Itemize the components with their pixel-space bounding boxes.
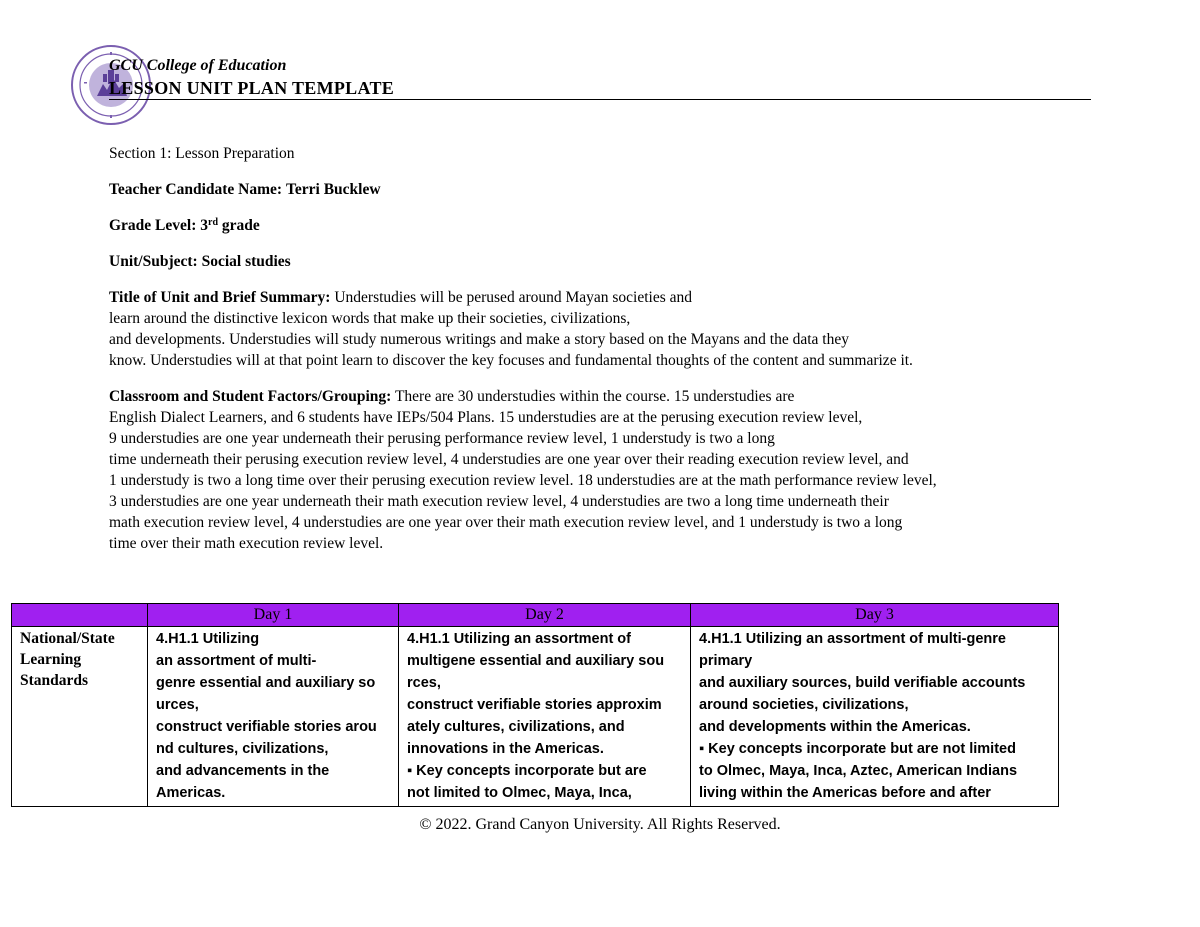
summary-label: Title of Unit and Brief Summary: — [109, 289, 331, 306]
grade-value-rest: grade — [221, 217, 260, 234]
grade-label: Grade Level: — [109, 217, 197, 234]
lesson-days-table — [11, 603, 1059, 807]
table-header-row — [12, 604, 1059, 627]
header-divider — [109, 99, 1091, 100]
day-2-standards-cell: 4.H1.1 Utilizing an assortment of multigene essential and auxiliary sou rces, construct verifiable stories approxim ately cultures, civilizations, and innovations in the Americas. ▪ Key concepts incorporate but are not limited to Olmec, Maya, Inca, — [399, 627, 691, 807]
teacher-label: Teacher Candidate Name: — [109, 181, 283, 198]
factors-line: time underneath their perusing execution review level, 4 understudies are one year over their reading execution review level, and — [109, 451, 909, 468]
unit-label: Unit/Subject: — [109, 253, 198, 270]
summary-line: learn around the distinctive lexicon words that make up their societies, civilizations, — [109, 310, 631, 327]
unit-summary — [109, 287, 1099, 371]
grade-value-num: 3 — [200, 217, 209, 234]
header-empty — [12, 604, 148, 627]
teacher-value: Terri Bucklew — [285, 181, 381, 198]
row-label-standards: National/State Learning Standards — [12, 627, 148, 807]
factors-line: math execution review level, 4 understudies are one year over their math execution review level, and 1 understudy is two a long — [109, 514, 903, 531]
factors-label: Classroom and Student Factors/Grouping: — [109, 388, 392, 405]
grade-level-line — [109, 215, 1099, 236]
summary-line: and developments. Understudies will study numerous writings and make a story based on the Mayans and the data they — [109, 331, 849, 348]
document-title: LESSON UNIT PLAN TEMPLATE — [109, 78, 395, 98]
teacher-name-line — [109, 179, 1099, 200]
header-day-1: Day 1 — [148, 604, 399, 627]
factors-line: 9 understudies are one year underneath their perusing performance review level, 1 understudy is two a long — [109, 430, 775, 447]
header-day-3: Day 3 — [691, 604, 1059, 627]
grade-value-sup: rd — [208, 217, 219, 228]
factors-line: 1 understudy is two a long time over their perusing execution review level. 18 understudies are at the math performance review level, — [109, 472, 937, 489]
classroom-factors — [109, 386, 1099, 554]
unit-subject-line — [109, 251, 1099, 272]
section-heading: Section 1: Lesson Preparation — [109, 145, 295, 162]
day-3-standards-cell: 4.H1.1 Utilizing an assortment of multi-genre primary and auxiliary sources, build verifiable accounts around societies, civilizations, and developments within the Americas. ▪ Key concepts incorporate but are not limited to Olmec, Maya, Inca, Aztec, American Indians living within the Americas before and after — [691, 627, 1059, 807]
day-1-standards-cell: 4.H1.1 Utilizing an assortment of multi- genre essential and auxiliary so urces, construct verifiable stories arou nd cultures, civilizations, and advancements in the Americas. — [148, 627, 399, 807]
summary-line: know. Understudies will at that point learn to discover the key focuses and fundamental thoughts of the content and summarize it. — [109, 352, 913, 369]
copyright-footer: © 2022. Grand Canyon University. All Rights Reserved. — [419, 816, 781, 833]
table-row — [12, 627, 1059, 807]
factors-line: 3 understudies are one year underneath their math execution review level, 4 understudies are two a long time underneath their — [109, 493, 889, 510]
factors-line: Classroom and Student Factors/Grouping: There are 30 understudies within the course. 15 understudies are — [109, 388, 795, 405]
factors-line: time over their math execution review level. — [109, 535, 384, 552]
summary-line: Title of Unit and Brief Summary: Understudies will be perused around Mayan societies and — [109, 289, 693, 306]
unit-value: Social studies — [201, 253, 291, 270]
factors-line: English Dialect Learners, and 6 students have IEPs/504 Plans. 15 understudies are at the perusing execution review level, — [109, 409, 863, 426]
org-name: GCU College of Education — [109, 57, 287, 74]
header-day-2: Day 2 — [399, 604, 691, 627]
